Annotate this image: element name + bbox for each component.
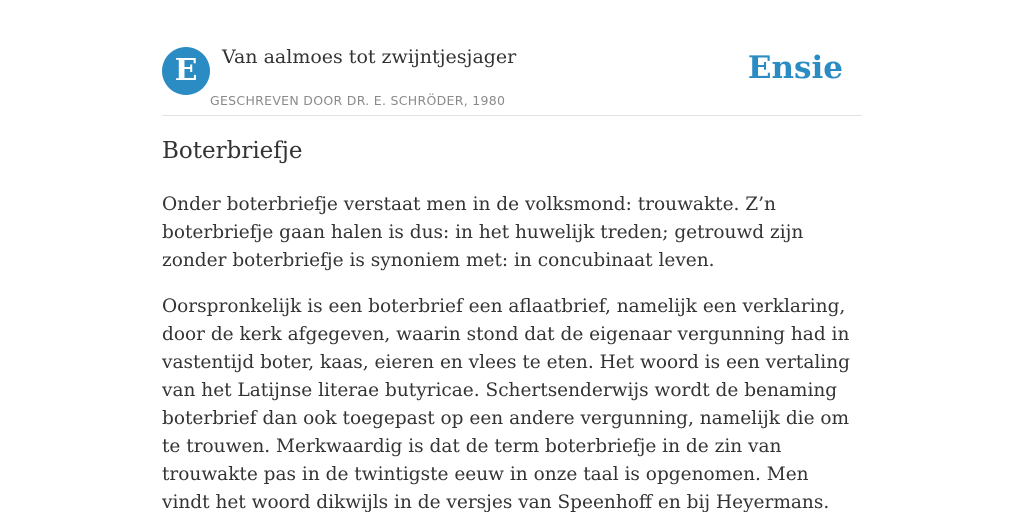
entry-paragraph: Oorspronkelijk is een boterbrief een aflaatbrief, namelijk een verklaring, door de kerk afgegeven, waarin stond dat de eigenaar vergunning had in vastentijd boter, kaas, eieren en vlees te eten. Het woord is een vertaling van het Latijnse literae butyricae. Schertsenderwijs wordt de benaming boterbrief dan ook toegepast op een andere vergunning, namelijk die om te trouwen. Merkwaardig is dat de term boterbriefje in de zin van trouwakte pas in de twintigste eeuw in onze taal is opgenomen. Men vindt het woord dikwijls in de versjes van Speenhoff en bij Heyermans. [162, 296, 850, 512]
entry-paragraph: Onder boterbriefje verstaat men in de volksmond: trouwakte. Z’n boterbriefje gaan halen is dus: in het huwelijk treden; getrouwd zijn zonder boterbriefje is synoniem met: in concubinaat leven. [162, 194, 804, 271]
entry-title: Boterbriefje [162, 138, 303, 164]
brand-link[interactable]: Ensie [747, 50, 843, 86]
author-byline: GESCHREVEN DOOR DR. E. SCHRÖDER, 1980 [210, 93, 506, 108]
entry-body [162, 191, 862, 512]
ensie-logo-icon[interactable]: E [162, 47, 210, 95]
book-title[interactable]: Van aalmoes tot zwijntjesjager [222, 46, 517, 68]
header-divider [162, 115, 862, 116]
